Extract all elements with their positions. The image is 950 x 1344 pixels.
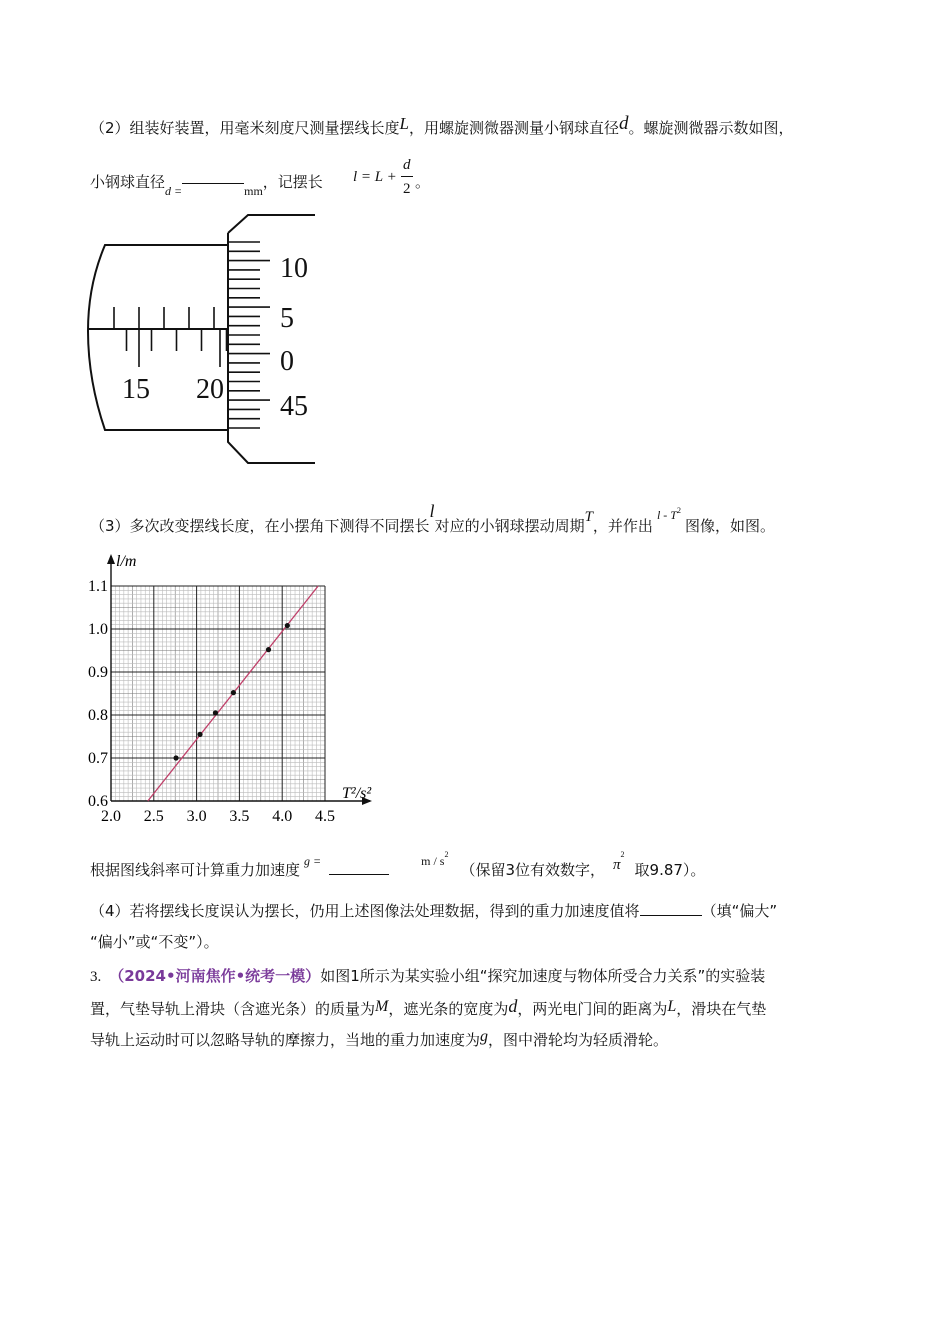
graph-label: l - T [656,508,677,522]
q5-text: 置，气垫导轨上滑块（含遮光条）的质量为 [90,1000,376,1018]
q5-text: ，滑块在气垫 [676,1000,767,1018]
question-number: 3. [90,969,102,985]
formula-end: 。 [415,173,431,191]
q2-text: （2）组装好装置，用毫米刻度尺测量摆线长度 [90,119,400,137]
q2-text: ，记摆长 [262,173,323,191]
thimble-label-5: 5 [280,303,294,334]
q4-text: （4）若将摆线长度误认为摆长，仍用上述图像法处理数据，得到的重力加速度值将 [90,902,640,920]
q3-answer-text: 根据图线斜率可计算重力加速度 [90,861,301,879]
y-tick-label: 0.7 [88,750,108,767]
q5-text: 如图1所示为某实验小组“探究加速度与物体所受合力关系”的实验装 [320,967,766,985]
q5-text: 导轨上运动时可以忽略导轨的摩擦力，当地的重力加速度为 [90,1031,481,1049]
data-point [213,710,218,715]
q3-line [90,501,775,538]
unit-m-s2: m / s [421,854,445,868]
x-axis-label: T²/s² [342,785,372,802]
pi-symbol: π [613,857,621,873]
answer-blank-g[interactable] [329,874,389,875]
data-point [197,732,202,737]
q4-line1 [90,899,777,922]
l-T2-chart [80,548,390,828]
data-point [231,690,236,695]
unit-mm: mm [244,184,263,198]
unit-sup: 2 [444,850,449,859]
x-tick-label: 2.0 [101,808,121,825]
y-tick-label: 0.9 [88,664,108,681]
y-tick-label: 1.0 [88,621,108,638]
q2-text: 小钢球直径 [90,173,166,191]
formula-fraction-numerator: d [403,157,411,173]
data-point [173,755,178,760]
data-point [266,647,271,652]
y-tick-label: 0.8 [88,707,108,724]
q2-line1 [90,113,794,139]
y-tick-label: 0.6 [88,793,108,810]
g-equals: g = [304,854,322,868]
var-d: d [619,113,629,134]
q2-text: 。螺旋测微器示数如图， [628,119,794,137]
q5-text: ，图中滑轮均为轻质滑轮。 [488,1031,669,1049]
y-tick-label: 1.1 [88,578,108,595]
x-tick-label: 3.0 [186,808,207,825]
main-scale-label-20: 20 [196,374,224,405]
main-scale-label-15: 15 [122,374,150,405]
pendulum-length-formula [353,166,397,188]
q2-line2 [90,171,323,198]
var-T: T [584,509,593,525]
q5-line2 [90,997,766,1021]
var-l: l [429,501,435,521]
d-equals: d = [165,184,183,198]
var-L: L [399,114,410,133]
q5-text: ，两光电门间的距离为 [517,1000,668,1018]
question-source: （2024•河南焦作•统考一模） [109,967,321,985]
y-axis-label: l/m [116,553,137,570]
micrometer-diagram [80,205,330,470]
x-tick-label: 3.5 [229,808,250,825]
x-tick-label: 4.0 [272,808,293,825]
q2-text: ，用螺旋测微器测量小钢球直径 [409,119,620,137]
answer-blank-q4[interactable] [640,899,702,916]
q3-text: ，并作出 [592,517,653,535]
q5-text: ，遮光条的宽度为 [388,1000,509,1018]
answer-blank-d[interactable] [182,183,244,184]
graph-label-sup: 2 [676,506,681,515]
x-tick-label: 4.5 [315,808,335,825]
y-axis-arrow [107,554,115,564]
thimble-label-0: 0 [280,346,294,377]
q3-answer-text: （保留3位有效数字， [460,861,606,879]
q4-text: （填“偏大” [701,902,778,920]
var-M: M [375,998,389,1015]
q3-answer-line [90,850,706,882]
data-point [285,623,290,628]
formula-fraction-denominator: 2 [403,181,411,197]
q4-line2 [90,931,219,953]
q3-text: （3）多次改变摆线长度，在小摆角下测得不同摆长 [90,517,430,535]
q5-line1 [90,965,765,988]
q3-text: 对应的小钢球摆动周期 [434,517,585,535]
q3-text: 图像，如图。 [684,517,775,535]
q3-answer-text: 取9.87）。 [634,861,706,879]
var-g: g [480,1028,489,1045]
q4-text: “偏小”或“不变”）。 [90,933,219,951]
pi-sup: 2 [620,850,625,859]
formula-fraction-bar [401,176,413,177]
var-L: L [667,998,677,1015]
var-d: d [508,996,518,1016]
thimble-label-10: 10 [280,253,308,284]
thimble-label-45: 45 [280,391,308,422]
x-tick-label: 2.5 [143,808,164,825]
q5-line3 [90,1029,668,1052]
formula-left: l = L + [353,169,397,185]
